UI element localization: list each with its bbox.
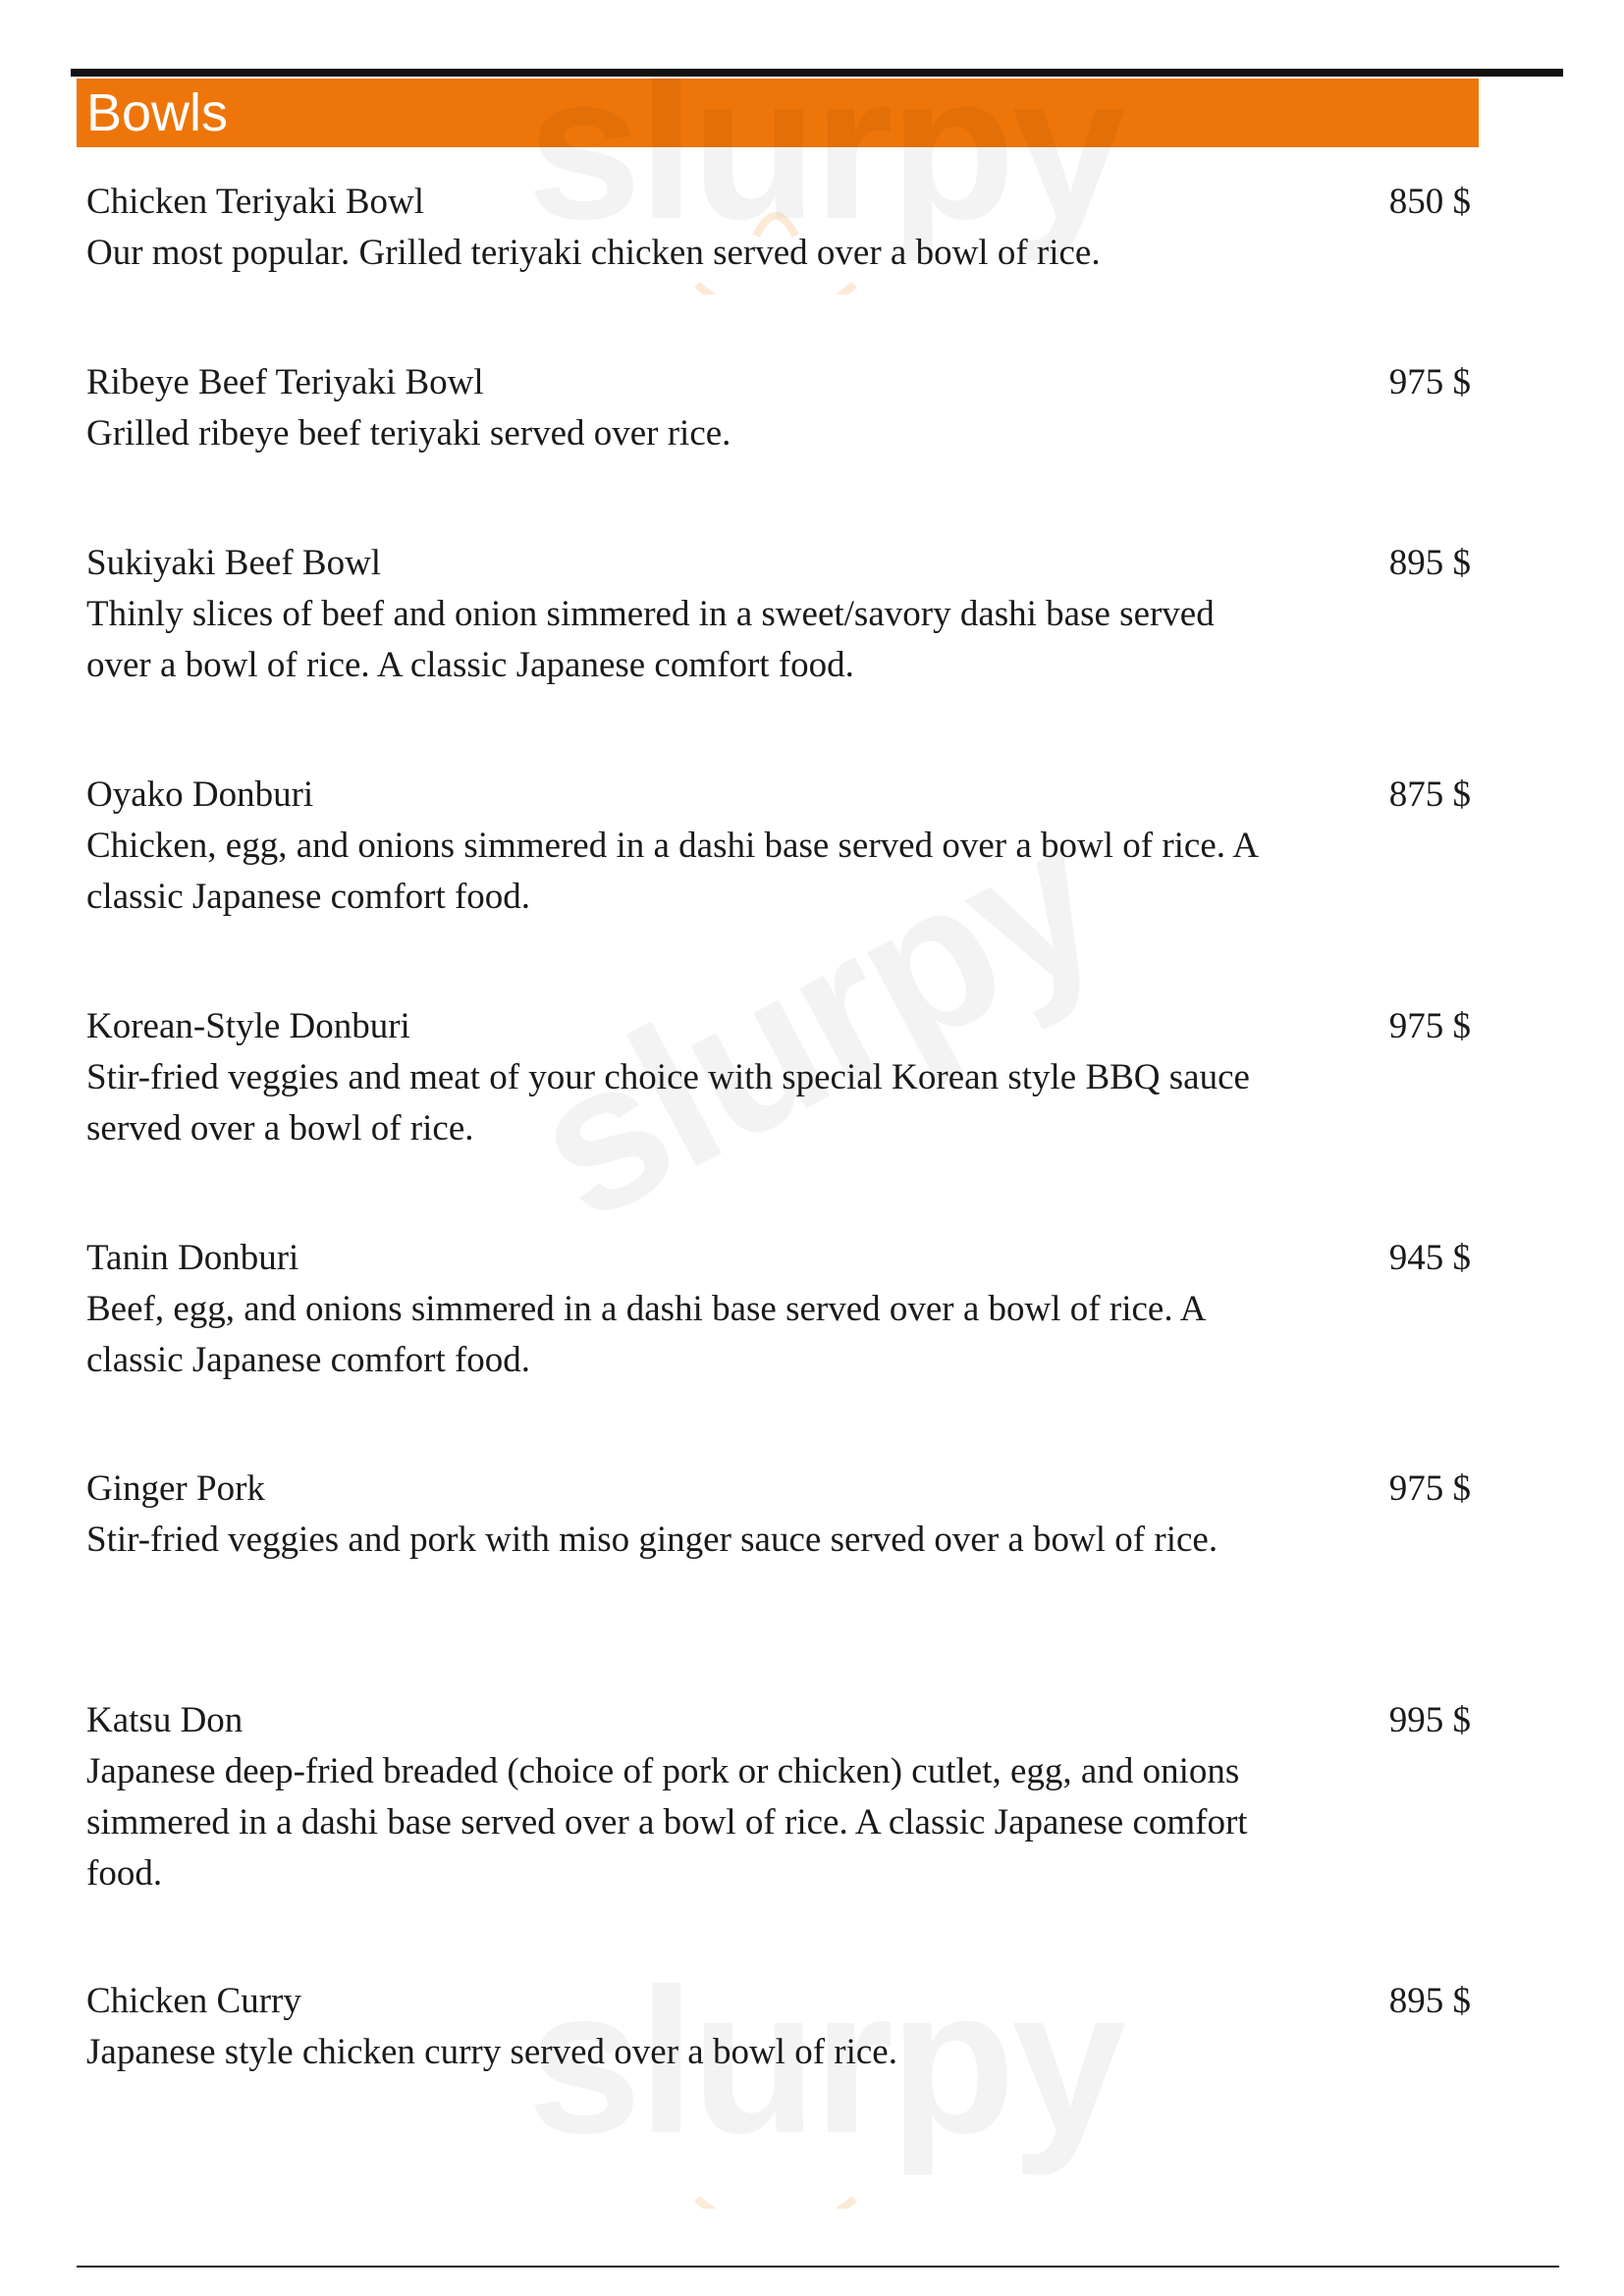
menu-item [86, 1233, 1471, 1386]
menu-item [86, 1695, 1471, 1899]
item-name: Tanin Donburi [86, 1238, 299, 1278]
item-description: Japanese deep-fried breaded (choice of pork or chicken) cutlet, egg, and onions simmered in a dashi base served over a bowl of rice. A classic Japanese comfort food. [86, 1751, 1248, 1894]
bottom-rule [77, 2266, 1559, 2268]
menu-item [86, 770, 1471, 923]
menu-item [86, 1001, 1471, 1154]
item-name: Ginger Pork [86, 1468, 265, 1509]
item-price: 975 $ [1388, 1468, 1471, 1509]
item-description: Stir-fried veggies and pork with miso ginger sauce served over a bowl of rice. [86, 1520, 1218, 1560]
item-description: Our most popular. Grilled teriyaki chicken served over a bowl of rice. [86, 233, 1101, 273]
item-name: Ribeye Beef Teriyaki Bowl [86, 362, 484, 402]
top-rule [71, 69, 1563, 77]
item-name: Chicken Curry [86, 1981, 301, 2021]
item-name: Sukiyaki Beef Bowl [86, 543, 382, 583]
item-price: 995 $ [1388, 1700, 1471, 1740]
item-price: 850 $ [1388, 182, 1471, 222]
item-description: Stir-fried veggies and meat of your choice with special Korean style BBQ sauce served over a bowl of rice. [86, 1057, 1250, 1148]
menu-item [86, 1976, 1471, 2078]
item-price: 875 $ [1388, 774, 1471, 815]
item-description: Thinly slices of beef and onion simmered in a sweet/savory dashi base served over a bowl of rice. A classic Japanese comfort food. [86, 594, 1215, 685]
item-price: 895 $ [1388, 543, 1471, 583]
item-description: Chicken, egg, and onions simmered in a dashi base served over a bowl of rice. A classic Japanese comfort food. [86, 826, 1257, 917]
item-description: Japanese style chicken curry served over a bowl of rice. [86, 2032, 897, 2072]
item-name: Korean-Style Donburi [86, 1006, 410, 1046]
item-name: Oyako Donburi [86, 774, 314, 815]
item-price: 975 $ [1388, 1006, 1471, 1046]
item-description: Beef, egg, and onions simmered in a dashi base served over a bowl of rice. A classic Japanese comfort food. [86, 1289, 1205, 1380]
item-name: Chicken Teriyaki Bowl [86, 182, 425, 222]
menu-item [86, 357, 1471, 459]
section-title: Bowls [86, 83, 229, 142]
item-price: 945 $ [1388, 1238, 1471, 1278]
item-description: Grilled ribeye beef teriyaki served over rice. [86, 413, 731, 454]
item-price: 895 $ [1388, 1981, 1471, 2021]
menu-item [86, 1464, 1471, 1566]
menu-item [86, 538, 1471, 691]
menu-item [86, 177, 1471, 279]
item-price: 975 $ [1388, 362, 1471, 402]
item-name: Katsu Don [86, 1700, 244, 1740]
section-header [77, 79, 1479, 147]
